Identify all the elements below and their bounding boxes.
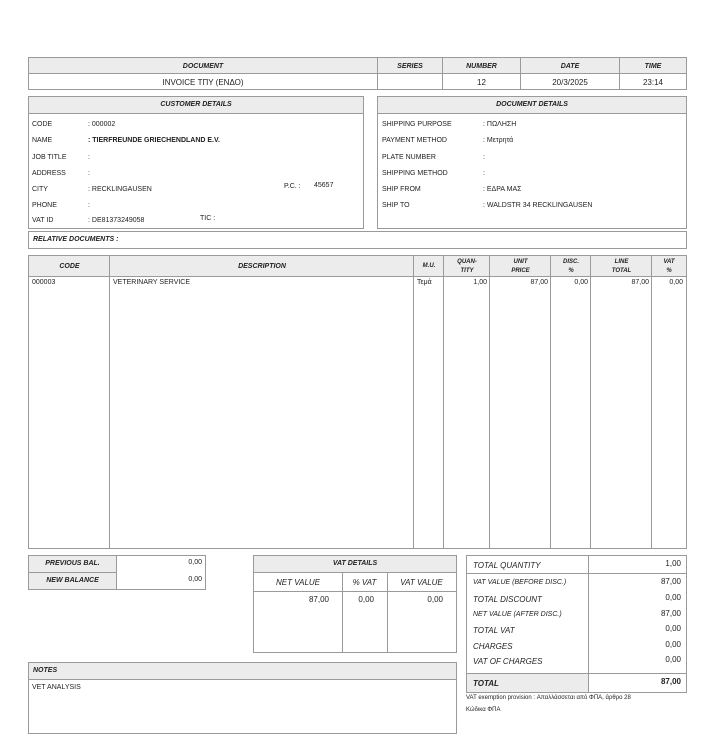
column-divider: [590, 256, 591, 548]
document-field-label: SHIPPING PURPOSE: [382, 121, 452, 128]
vat-details-table: [253, 555, 457, 653]
totals-label: CHARGES: [473, 642, 513, 651]
total-label: TOTAL: [473, 679, 499, 688]
customer-field-value: : TIERFREUNDE GRIECHENDLAND E.V.: [88, 137, 220, 144]
customer-details-title: CUSTOMER DETAILS: [29, 97, 363, 114]
customer-field-value: : 000002: [88, 121, 116, 128]
vat-cell: 0,00: [358, 595, 374, 604]
column-divider: [443, 256, 444, 548]
item-description: VETERINARY SERVICE: [113, 279, 191, 286]
customer-field-label: PHONE: [32, 202, 57, 209]
document-details: [377, 96, 687, 229]
totals-value: 0,00: [665, 655, 681, 664]
customer-field-label: NAME: [32, 137, 53, 144]
document-details-title: DOCUMENT DETAILS: [378, 97, 686, 114]
header-document-label: DOCUMENT: [29, 58, 378, 74]
previous-balance-label: PREVIOUS BAL.: [29, 556, 117, 573]
document-field-value: :: [483, 170, 485, 177]
item-line-total: 87,00: [631, 279, 649, 286]
balance-table: [28, 555, 206, 590]
totals-value: 0,00: [665, 593, 681, 602]
totals-label: TOTAL VAT: [473, 626, 515, 635]
item-quantity: 1,00: [473, 279, 487, 286]
customer-field-value: :: [88, 170, 90, 177]
customer-field-value: :: [88, 202, 90, 209]
totals-table: [466, 555, 687, 693]
vat-details-title: VAT DETAILS: [254, 556, 456, 573]
document-field-label: SHIP TO: [382, 202, 410, 209]
vat-cell: 87,00: [308, 595, 329, 604]
notes-box: [28, 662, 457, 734]
column-divider: [550, 256, 551, 548]
items-table: [28, 255, 687, 549]
column-header-discount: DISC. %: [562, 258, 579, 274]
total-value: 87,00: [660, 677, 681, 686]
column-divider: [651, 256, 652, 548]
vat-cell: 0,00: [427, 595, 443, 604]
header-time-value: 23:14: [642, 77, 664, 87]
header-series-label: SERIES: [378, 58, 443, 74]
column-header-vat: VAT %: [663, 258, 675, 274]
vat-column-header: VAT VALUE: [400, 578, 443, 587]
column-divider: [109, 256, 110, 548]
header-time-label: TIME: [644, 62, 662, 70]
relative-documents: RELATIVE DOCUMENTS :: [28, 231, 687, 249]
customer-field-value: : RECKLINGAUSEN: [88, 186, 152, 193]
column-header-mu: M.U.: [422, 263, 436, 269]
header-series-value: [378, 74, 443, 90]
divider: [254, 591, 456, 592]
header-document-value: INVOICE ΤΠΥ (ΕΝΔΟ): [29, 74, 378, 90]
new-balance-label: NEW BALANCE: [29, 573, 117, 589]
vat-column-header: % VAT: [352, 578, 377, 587]
totals-label: VAT OF CHARGES: [473, 657, 543, 666]
column-header-code: CODE: [59, 263, 80, 270]
item-unit-price: 87,00: [530, 279, 548, 286]
totals-value: 0,00: [665, 624, 681, 633]
customer-field-value: : DE81373249058: [88, 217, 145, 224]
column-header-line-total: LINE TOTAL: [611, 258, 632, 274]
notes-text: VET ANALYSIS: [32, 684, 81, 691]
totals-label: TOTAL DISCOUNT: [473, 595, 542, 604]
customer-field-label: ADDRESS: [32, 170, 66, 177]
totals-value: 1,00: [665, 559, 681, 568]
item-discount: 0,00: [574, 279, 588, 286]
header-date-value: 20/3/2025: [521, 74, 620, 90]
column-header-quantity: QUAN- TITY: [457, 258, 477, 274]
vat-exemption-note: VAT exemption provision : Απαλλάσσεται από ΦΠΑ, άρθρο 28: [466, 695, 631, 701]
customer-details: [28, 96, 364, 229]
customer-field-label: VAT ID: [32, 217, 54, 224]
customer-field-label: JOB TITLE: [32, 154, 67, 161]
totals-value: 0,00: [665, 640, 681, 649]
pc-value: 45657: [314, 182, 334, 189]
document-header-table: [28, 57, 687, 90]
item-vat: 0,00: [669, 279, 683, 286]
header-number-value: 12: [443, 74, 521, 90]
totals-label: NET VALUE (AFTER DISC.): [473, 611, 562, 618]
document-field-label: PLATE NUMBER: [382, 154, 436, 161]
header-date-label: DATE: [521, 58, 620, 74]
totals-label: TOTAL QUANTITY: [473, 561, 541, 570]
customer-field-value: :: [88, 154, 90, 161]
customer-field-label: CODE: [32, 121, 53, 128]
document-field-value: : ΠΩΛΗΣΗ: [483, 121, 517, 128]
column-divider: [413, 256, 414, 548]
customer-field-label: CITY: [32, 186, 48, 193]
document-field-value: :: [483, 154, 485, 161]
tic-label: TIC :: [200, 215, 216, 222]
header-number-label: NUMBER: [443, 58, 521, 74]
previous-balance-value: 0,00: [188, 559, 202, 566]
column-header-unit-price: UNIT PRICE: [511, 258, 530, 274]
column-header-description: DESCRIPTION: [238, 263, 286, 270]
item-mu: Τεμά: [417, 279, 432, 286]
item-code: 000003: [32, 279, 56, 286]
document-field-value: : WALDSTR 34 RECKLINGAUSEN: [483, 202, 593, 209]
totals-label: VAT VALUE (BEFORE DISC.): [473, 579, 567, 586]
document-field-value: : Μετρητά: [483, 137, 514, 144]
pc-label: P.C. :: [284, 183, 301, 190]
document-field-label: PAYMENT METHOD: [382, 137, 447, 144]
document-field-label: SHIPPING METHOD: [382, 170, 448, 177]
vat-column-header: NET VALUE: [275, 578, 320, 587]
totals-value: 87,00: [660, 577, 681, 586]
column-divider: [489, 256, 490, 548]
document-field-value: : ΕΔΡΑ ΜΑΣ: [483, 186, 522, 193]
totals-value: 87,00: [660, 609, 681, 618]
notes-title: NOTES: [29, 663, 456, 680]
document-field-label: SHIP FROM: [382, 186, 421, 193]
vat-exemption-note-2: Κώδικα ΦΠΑ: [466, 707, 501, 713]
new-balance-value: 0,00: [188, 576, 202, 583]
